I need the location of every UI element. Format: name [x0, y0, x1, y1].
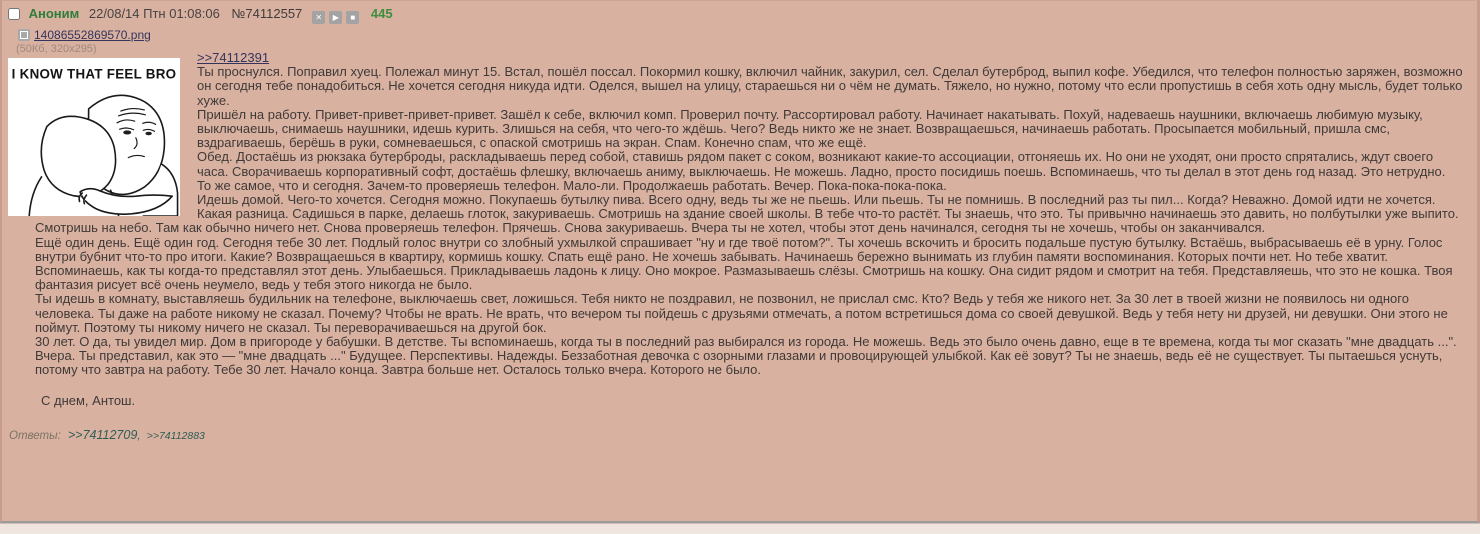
stop-button[interactable]: ■: [346, 11, 359, 24]
reply-link-separator: ,: [137, 429, 141, 442]
paragraph-7: 30 лет. О да, ты увидел мир. Дом в пригороде у бабушки. В детстве. Ты вспоминаешь, когда ты в последний раз выбирался из города. Не можешь. Ведь это было очень давно, еще в те времена, когда ты мог сказать "мне двадцать ...". Вчера. Ты представил, как это — "мне двадцать ..." Будущее. Перспективы. Надежды. Беззаботная девочка с озорными глазами и провоцирующей улыбкой. Как её зовут? Ты не знаешь, ведь её не существует. Ты пытаешься уснуть, потому что завтра на работу. Тебе 30 лет. Начало конца. Завтра больше нет. Осталось только вчера. Которого не было.: [35, 334, 1457, 378]
meme-image-thumbnail[interactable]: [8, 58, 180, 216]
poster-name: Аноним: [28, 6, 80, 21]
paragraph-2: Пришёл на работу. Привет-привет-привет-привет. Зашёл к себе, включил комп. Проверил почту. Рассортировал работу. Начинает накатывать. Похуй, надеваешь наушники, включаешь любимую музыку, выключаешь, снимаешь наушники, идешь курить. Злишься на себя, что чего-то ждёшь. Чего? Ведь никто же не знает. Возвращаешься, начинаешь работать. Просыпается мобильный, пришла смс, вздрагиваешь, берёшь в руки, сомневаешься, с опаской смотришь на экран. Спам. Конечно спам, что же ещё.: [197, 106, 1423, 151]
reply-count-badge: 445: [370, 6, 393, 21]
paragraph-5: Ещё один день. Ещё один год. Сегодня тебе 30 лет. Подлый голос внутри со злобный ухмылкой спрашивает "ну и где твоё потом?". Ты хочешь вскочить и бросить подальше пустую бутылку. Встаёшь, выбрасываешь её в урну. Голос внутри бубнит что-то про итоги. Какие? Возвращаешься в квартиру, кормишь кошку. Спать ещё рано. Не хочешь забывать. Начинаешь бережно вынимать из глубин памяти воспоминания. Которых почти нет. Но тебе хватит. Вспоминаешь, как ты когда-то представлял этот день. Улыбаешься. Прикладываешь ладонь к лицу. Оно мокрое. Размазываешь слёзы. Смотришь на кошку. Она сидит рядом и смотрит на тебя. Представляешь, что это не кошка. Твоя фантазия рисует всё очень неумело, ведь у тебя этого никогда не было.: [35, 234, 1453, 293]
hide-post-button[interactable]: ✕: [312, 11, 325, 24]
file-size-meta: (50Кб, 320x295): [16, 43, 97, 55]
paragraph-6: Ты идешь в комнату, выставляешь будильник на телефоне, выключаешь свет, ложишься. Тебя никто не поздравил, не позвонил, не прислал смс. Кто? Ведь у тебя же никого нет. За 30 лет в твоей жизни не появилось ни одного человека. Ты даже на работе никому не сказал. Почему? Чтобы не врать. Не врать, что вечером ты пойдешь с друзьями отмечать, а потом встретишься дома со своей девушкой. Ведь у тебя нету ни друзей, ни девушки. Они этого не поймут. Поэтому ты никому ничего не сказал. Ты переворачиваешься на другой бок.: [35, 291, 1448, 335]
reply-quote-link[interactable]: >>74112391: [197, 50, 270, 65]
replies-footer: [9, 428, 1477, 442]
post-header: [2, 1, 1477, 22]
image-attachment-icon: [18, 29, 30, 41]
signoff-text: С днем, Антош.: [41, 392, 136, 408]
expand-thread-button[interactable]: ▶: [329, 11, 342, 24]
file-row: [18, 26, 182, 41]
paragraph-4: Идешь домой. Чего-то хочется. Сегодня можно. Покупаешь бутылку пива. Всего одну, ведь ты же не пьешь. Или пьешь. Ты не помнишь. В последний раз ты пил... Когда? Неважно. Домой идти не хочется. Какая разница. Садишься в парке, делаешь глоток, закуриваешь. Смотришь на здание своей школы. В тебе что-то растёт. Ты знаешь, что это. Ты привычно начинаешь это давить, но полбутылки уже выпито. Смотришь на небо. Там как обычно ничего нет. Снова проверяешь телефон. Прячешь. Снова закуриваешь. Вчера ты не хотел, чтобы этот день начинался, сегодня ты не хочешь, чтобы он заканчивался.: [35, 192, 1459, 236]
replies-label: Ответы:: [9, 429, 61, 442]
post-datetime: 22/08/14 Птн 01:08:06: [88, 6, 220, 21]
paragraph-3: Обед. Достаёшь из рюкзака бутерброды, раскладываешь перед собой, ставишь рядом пакет с соком, возникают какие-то ассоциации, отгоняешь их. Но они не уходят, они просто спрятались, ждут своего часа. Сворачиваешь корпоративный софт, достаёшь флешку, включаешь аниму, выключаешь. Не можешь. Ладно, просто посидишь поешь. Вспоминаешь, что ты делал в этот день год назад. Это нетрудно. То же самое, что и сегодня. Зачем-то проверяешь телефон. Мало-ли. Продолжаешь работать. Вечер. Пока-пока-пока-пока.: [197, 149, 1446, 193]
reply-link-2[interactable]: >>74112883: [146, 429, 205, 442]
file-name-link[interactable]: 14086552869570.png: [34, 28, 151, 42]
meme-caption-text: I KNOW THAT FEEL BRO: [11, 66, 177, 82]
post-body: [35, 51, 1463, 408]
reply-link-1[interactable]: >>74112709: [67, 427, 138, 442]
paragraph-1: Ты проснулся. Поправил хуец. Полежал минут 15. Встал, пошёл поссал. Покормил кошку, включил чайник, закурил, сел. Сделал бутерброд, выпил кофе. Убедился, что телефон полностью заряжен, возможно он сегодня тебе понадобиться. Не хочется сегодня никуда идти. Оделся, вышел на улицу, стараешься ни о чём не думать. Тяжело, но нужно, потому что если пропустишь в себя хоть одну мысль, будет только хуже.: [197, 64, 1463, 108]
post-number-link[interactable]: №74112557: [231, 6, 303, 21]
page-bottom-strip: [0, 523, 1480, 533]
post-select-checkbox[interactable]: [8, 8, 20, 20]
i-know-that-feel-bro-image: [8, 58, 180, 216]
file-attachment: [8, 26, 182, 216]
